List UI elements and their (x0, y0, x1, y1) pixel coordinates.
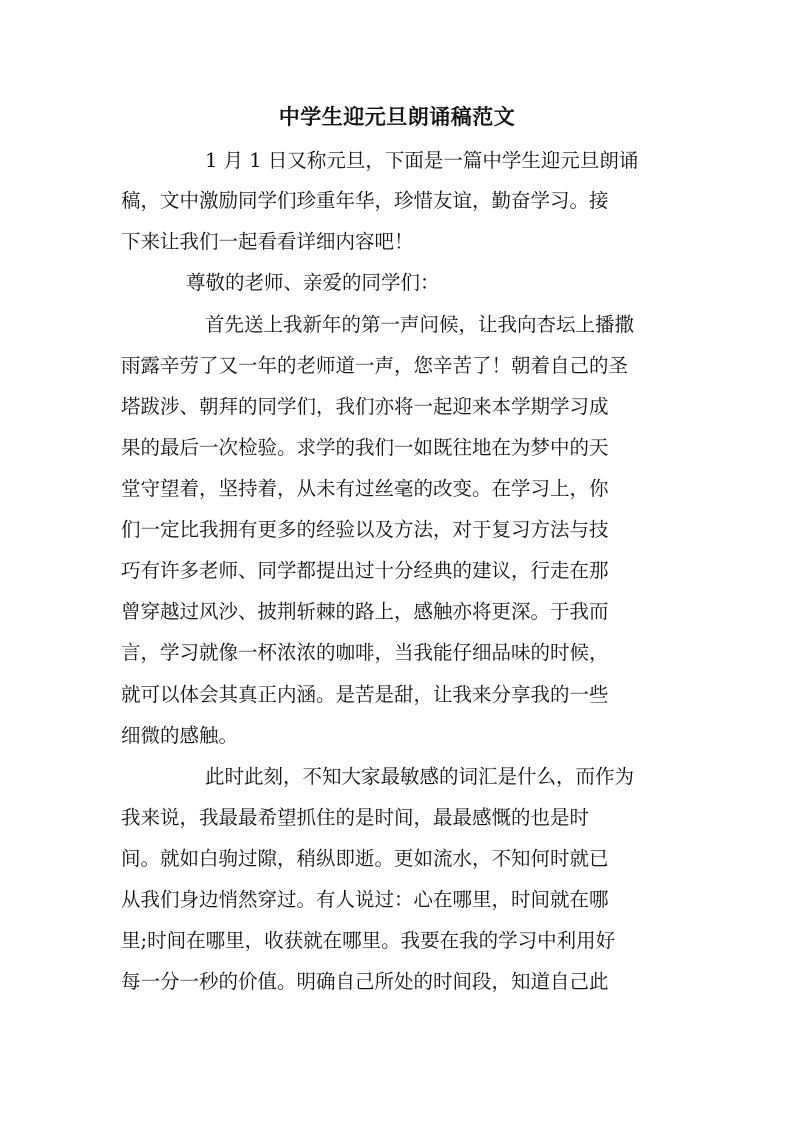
paragraph-line: 间。就如白驹过隙，稍纵即逝。更如流水，不知何时就已 (121, 847, 609, 870)
intro-line: 1 月 1 日又称元旦，下面是一篇中学生迎元旦朗诵 (205, 149, 639, 172)
paragraph-line: 里;时间在哪里，收获就在哪里。我要在我的学习中利用好 (121, 929, 616, 952)
paragraph-line: 果的最后一次检验。求学的我们一如既往地在为梦中的天 (121, 436, 609, 459)
paragraph-line: 我来说，我最最希望抓住的是时间，最最感慨的也是时 (121, 806, 590, 829)
paragraph-line: 曾穿越过风沙、披荆斩棘的路上，感触亦将更深。于我而 (121, 600, 609, 623)
paragraph-line: 雨露辛劳了又一年的老师道一声，您辛苦了！朝着自己的圣 (121, 354, 629, 377)
paragraph-line: 堂守望着，坚持着，从未有过丝毫的改变。在学习上，你 (121, 477, 609, 500)
paragraph-line: 就可以体会其真正内涵。是苦是甜，让我来分享我的一些 (121, 683, 609, 706)
paragraph-line: 每一分一秒的价值。明确自己所处的时间段，知道自己此 (121, 970, 609, 993)
paragraph-line: 塔跋涉、朝拜的同学们，我们亦将一起迎来本学期学习成 (121, 395, 609, 418)
intro-line: 下来让我们一起看看详细内容吧！ (121, 230, 414, 253)
document-title: 中学生迎元旦朗诵稿范文 (278, 104, 516, 129)
paragraph-line: 从我们身边悄然穿过。有人说过：心在哪里，时间就在哪 (121, 888, 609, 911)
paragraph-line: 言，学习就像一杯浓浓的咖啡，当我能仔细品味的时候， (121, 641, 609, 664)
salutation: 尊敬的老师、亲爱的同学们： (186, 271, 440, 294)
paragraph-line: 首先送上我新年的第一声问候，让我向杏坛上播撒 (205, 313, 635, 336)
paragraph-line: 巧有许多老师、同学都提出过十分经典的建议，行走在那 (121, 559, 609, 582)
paragraph-line: 此时此刻，不知大家最敏感的词汇是什么，而作为 (205, 765, 635, 788)
intro-line: 稿，文中激励同学们珍重年华，珍惜友谊，勤奋学习。接 (121, 189, 609, 212)
paragraph-line: 细微的感触。 (121, 724, 239, 747)
paragraph-line: 们一定比我拥有更多的经验以及方法，对于复习方法与技 (121, 518, 609, 541)
